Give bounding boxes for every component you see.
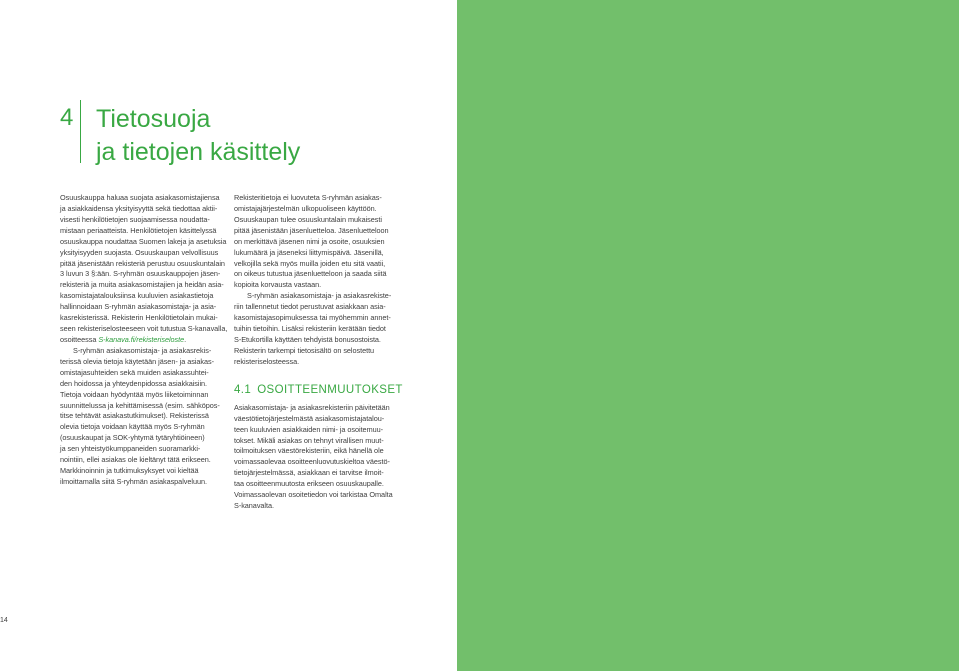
text-line: kasrekisterissä. Rekisterin Henkilötietolain mukai- [60, 313, 218, 323]
text-line: yksityisyyden suojasta. Osuuskaupan velvollisuus [60, 247, 219, 257]
text-line: pitää jäsenistään jäsenluetteloa. Jäsenluetteloon [234, 225, 389, 235]
text-line: ilmoittamalla siitä S-ryhmän asiakaspalveluun. [60, 476, 207, 486]
text-line: Rekisterin tarkempi tietosisältö on selostettu [234, 345, 375, 355]
text-line: osuuskauppa noudattaa Suomen lakeja ja asetuksia [60, 236, 227, 246]
text-line: Asiakasomistaja- ja asiakasrekisteriin päivitetään [234, 402, 390, 412]
text-line: S-kanavalta. [234, 501, 274, 511]
text-fragment: osoitteessa [60, 334, 99, 344]
text-line: visesti henkilötietojen suojaamisessa noudatta- [60, 214, 210, 224]
rekisteriseloste-link[interactable]: S-kanava.fi/rekisteriseloste [98, 334, 185, 344]
text-line: teen kuuluvien asiakkaiden nimi- ja osoitemuu- [234, 424, 383, 434]
text-line: väestötietojärjestelmästä asiakasomistajatalou- [234, 413, 385, 423]
text-line: Rekisteritietoja ei luovuteta S-ryhmän asiakas- [234, 193, 382, 202]
text-line: tokset. Mikäli asiakas on tehnyt virallisen muut- [234, 435, 384, 445]
text-line: taa osoitteenmuutosta erikseen osuuskaupalle. [234, 479, 384, 489]
text-line: nointiin, ellei asiakas ole kieltänyt tätä erikseen. [60, 455, 211, 465]
left-page [0, 0, 457, 671]
text-line: Tietoja voidaan hyödyntää myös liiketoiminnan [60, 389, 209, 399]
text-line: velkojilla sekä myös muilla joiden etu sitä vaatii, [234, 258, 386, 268]
text-line: Voimassaolevan osoitetiedon voi tarkistaa Omalta [234, 490, 393, 500]
text-line: ja sen yhteistyökumppaneiden suoramarkki- [60, 444, 201, 454]
text-line: on oikeus tutustua jäsenluetteloon ja saada siitä [234, 269, 387, 279]
text-line: S-Etukortilla käyttäen tehdyistä bonusostoista. [234, 334, 381, 344]
text-line: hallinnoidaan S-ryhmän asiakasomistaja- ja asia- [60, 302, 217, 312]
text-line: kopioita korvausta vastaan. [234, 280, 322, 290]
text-line: seen rekisteriselosteeseen voit tutustua S-kanavalla, [60, 324, 228, 334]
green-color-panel [457, 0, 959, 671]
left-text-column [60, 193, 228, 488]
text-line: Osuuskaupan tulee osuuskuntalain mukaisesti [234, 214, 382, 224]
text-line: mistaan periaatteista. Henkilötietojen käsittelyssä [60, 225, 217, 235]
text-line: titse tehtävät asiakastutkimukset). Rekisterissä [60, 411, 209, 421]
text-line: kasomistajatalouksiinsa kuuluvien asiakastietoja [60, 291, 214, 301]
text-line: (osuuskaupat ja SOK-yhtymä tytäryhtiöineen) [60, 433, 205, 443]
right-paragraph-2 [234, 291, 396, 367]
text-line: rekisteriä ja muita asiakasomistajien ja heidän asia- [60, 280, 224, 290]
chapter-title-line-1: Tietosuoja [96, 105, 211, 133]
chapter-number: 4 [60, 104, 74, 131]
text-line: Osuuskauppa haluaa suojata asiakasomistajiensa [60, 193, 220, 202]
text-line: rekisteriselosteessa. [234, 356, 300, 366]
text-line: den hoidossa ja yhteydenpidossa asiakkaisiin. [60, 378, 208, 388]
section-heading [234, 383, 403, 397]
text-line: on merkittävä jäsenen nimi ja osoite, osuuksien [234, 236, 385, 246]
section-title: OSOITTEENMUUTOKSET [257, 383, 403, 396]
text-line: lukumäärä ja jäseneksi liittymispäivä. Jäsenillä, [234, 247, 384, 257]
right-paragraph-1 [234, 193, 396, 291]
text-line: riin tallennetut tiedot perustuvat asiakkaan asia- [234, 302, 386, 312]
text-line: S-ryhmän asiakasomistaja- ja asiakasrekiste- [247, 291, 392, 301]
section-number: 4.1 [234, 383, 252, 396]
text-line: tietojärjestelmässä, asiakkaan ei tarvitse ilmoit- [234, 468, 384, 478]
text-line: pitää jäsenistään rekisteriä perustuu osuuskuntalain [60, 258, 225, 268]
text-fragment: . [184, 334, 187, 344]
page-number: 14 [0, 617, 8, 624]
text-line-with-link [60, 335, 220, 346]
text-line: olevia tietoja voidaan käyttää myös S-ryhmän [60, 422, 205, 432]
text-line: suunnittelussa ja kehittämisessä (esim. sähköpos- [60, 400, 220, 410]
text-line: 3 luvun 3 §:ään. S-ryhmän osuuskauppojen jäsen- [60, 269, 221, 279]
chapter-divider [80, 100, 81, 163]
text-line: Markkinoinnin ja tutkimuksyksyet voi kieltää [60, 466, 199, 476]
text-line: omistajasuhteiden sekä muiden asiakassuhtei- [60, 367, 209, 377]
text-line: toilmoituksen väestörekisteriin, eikä hänellä ole [234, 446, 384, 456]
text-line: voimassaolevaa osoitteenluovutuskieltoa väestö- [234, 457, 390, 467]
spacer [234, 368, 396, 379]
right-paragraph-3 [234, 403, 396, 512]
right-text-column [234, 193, 403, 512]
text-line: omistajajärjestelmän ulkopuoliseen käyttöön. [234, 203, 377, 213]
text-line: S-ryhmän asiakasomistaja- ja asiakasrekis- [73, 345, 212, 355]
text-line: tuihin tietoihin. Lisäksi rekisteriin kerätään tiedot [234, 324, 386, 334]
left-paragraph-1 [60, 193, 228, 346]
text-line: ja asiakkaidensa yksityisyyttä sekä tiedottaa aktii- [60, 203, 218, 213]
text-line: terissä olevia tietoja käytetään jäsen- ja asiakas- [60, 356, 215, 366]
text-line: kasomistajasopimuksessa tai myöhemmin annet- [234, 313, 391, 323]
chapter-title [96, 103, 300, 169]
left-paragraph-2 [60, 346, 220, 488]
chapter-title-line-2: ja tietojen käsittely [96, 138, 301, 166]
